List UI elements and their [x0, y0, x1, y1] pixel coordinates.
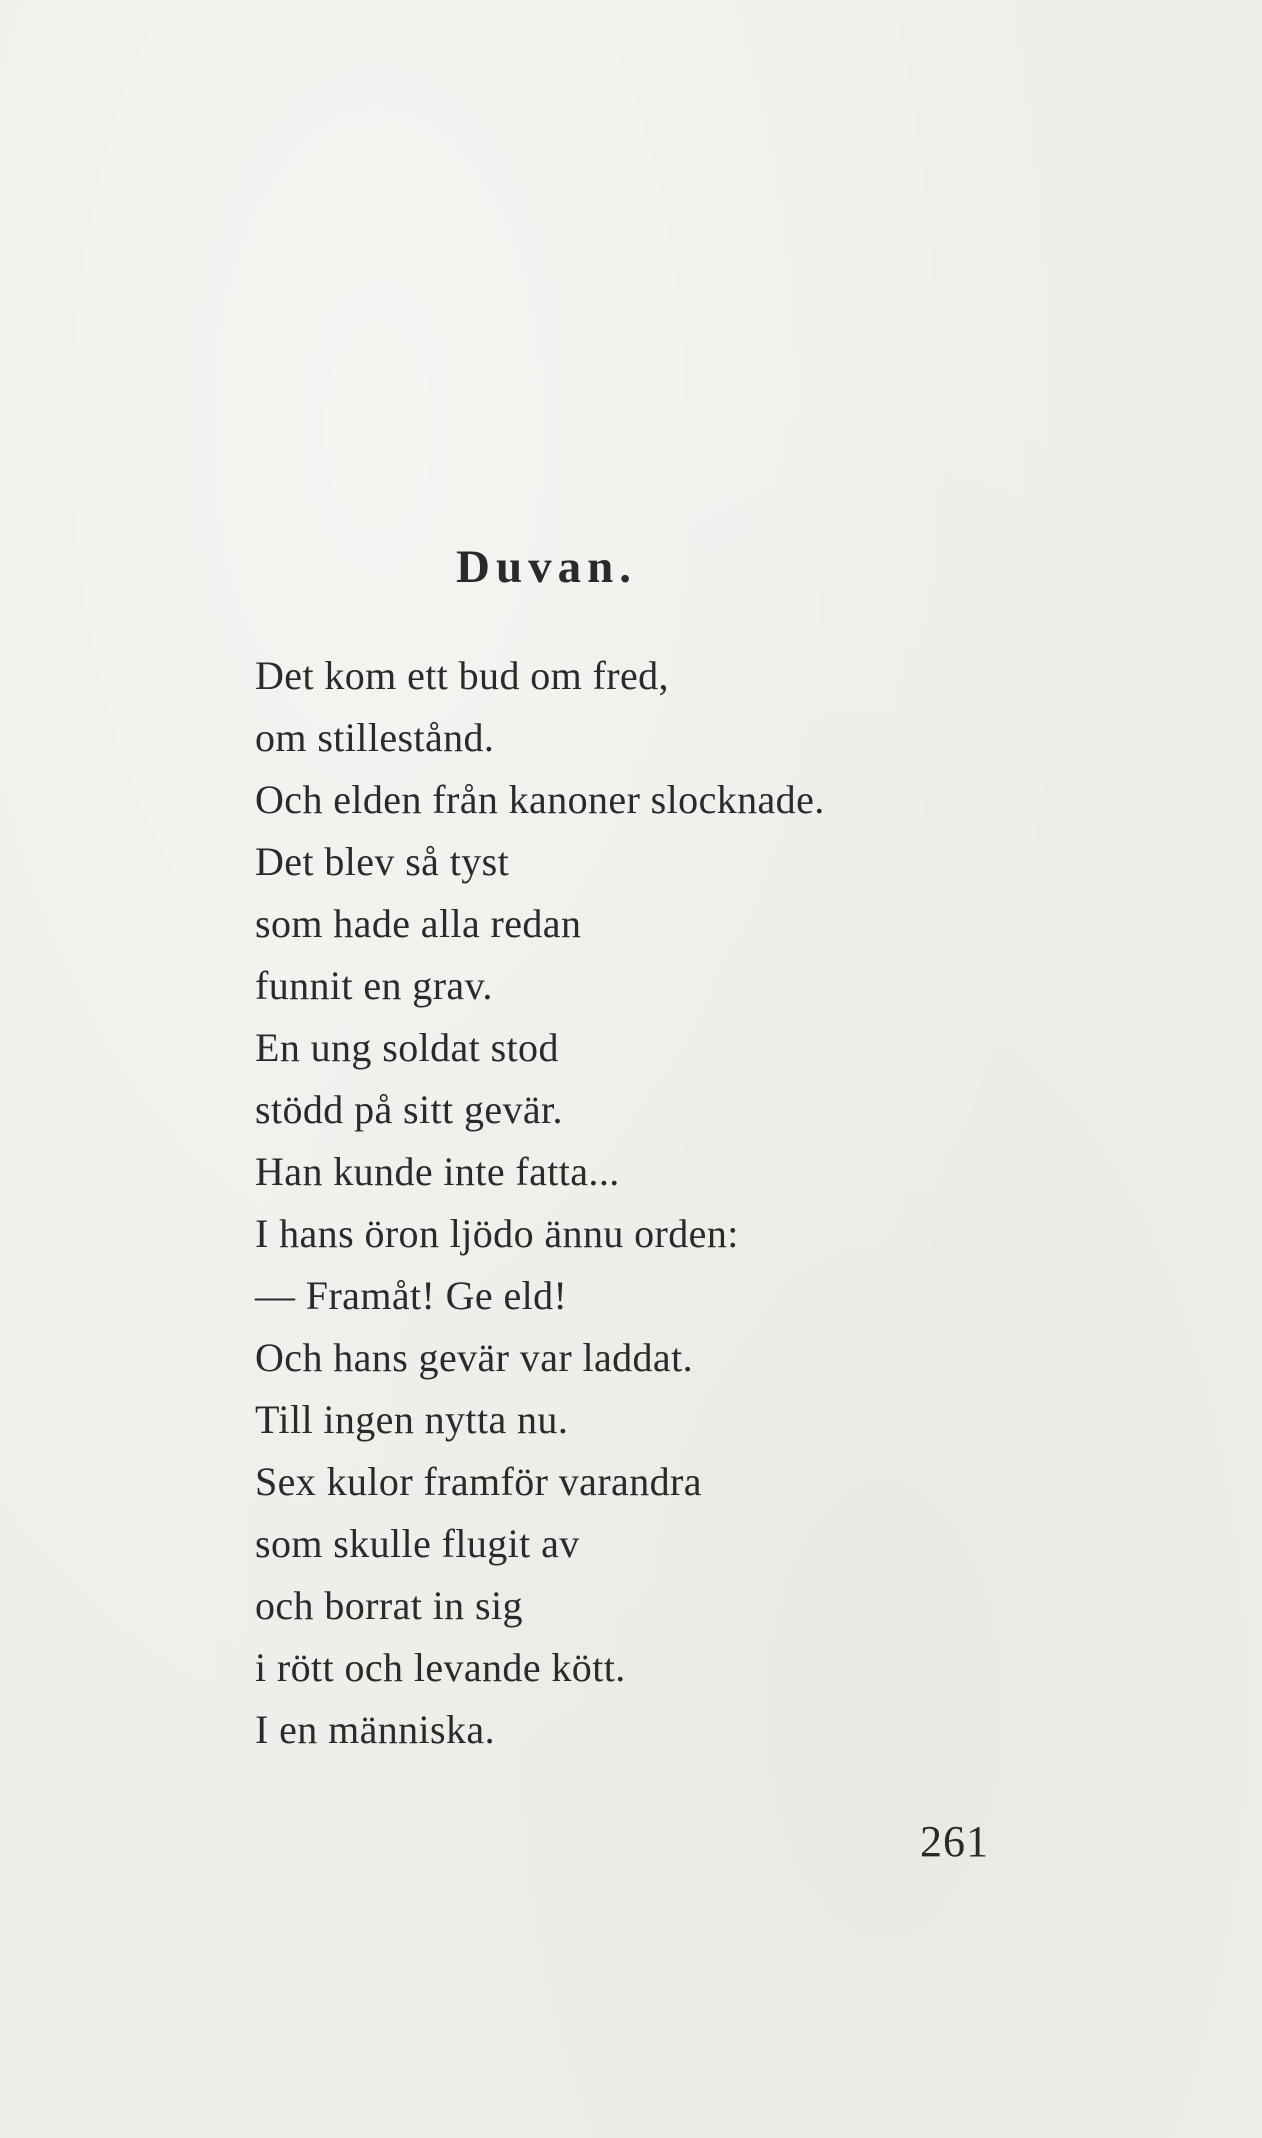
poem-line: Sex kulor framför varandra [255, 1459, 702, 1504]
poem-line: I en människa. [255, 1707, 495, 1752]
poem-line: funnit en grav. [255, 963, 493, 1008]
poem-line: — Framåt! Ge eld! [255, 1273, 568, 1318]
poem-line: Och hans gevär var laddat. [255, 1335, 693, 1380]
poem-line: En ung soldat stod [255, 1025, 559, 1070]
poem-line: Han kunde inte fatta... [255, 1149, 620, 1194]
poem-line: och borrat in sig [255, 1583, 523, 1628]
poem-body [255, 645, 825, 1761]
poem-line: I hans öron ljödo ännu orden: [255, 1211, 739, 1256]
poem-line: Det blev så tyst [255, 839, 510, 884]
poem-line: om stillestånd. [255, 715, 495, 760]
poem-line: som skulle flugit av [255, 1521, 580, 1566]
poem-line: stödd på sitt gevär. [255, 1087, 563, 1132]
poem-line: Och elden från kanoner slocknade. [255, 777, 825, 822]
poem-line: som hade alla redan [255, 901, 582, 946]
poem-line: Till ingen nytta nu. [255, 1397, 569, 1442]
page-number: 261 [920, 1817, 989, 1866]
poem-line: Det kom ett bud om fred, [255, 653, 669, 698]
poem-line: i rött och levande kött. [255, 1645, 626, 1690]
poem-title: Duvan. [456, 541, 637, 593]
